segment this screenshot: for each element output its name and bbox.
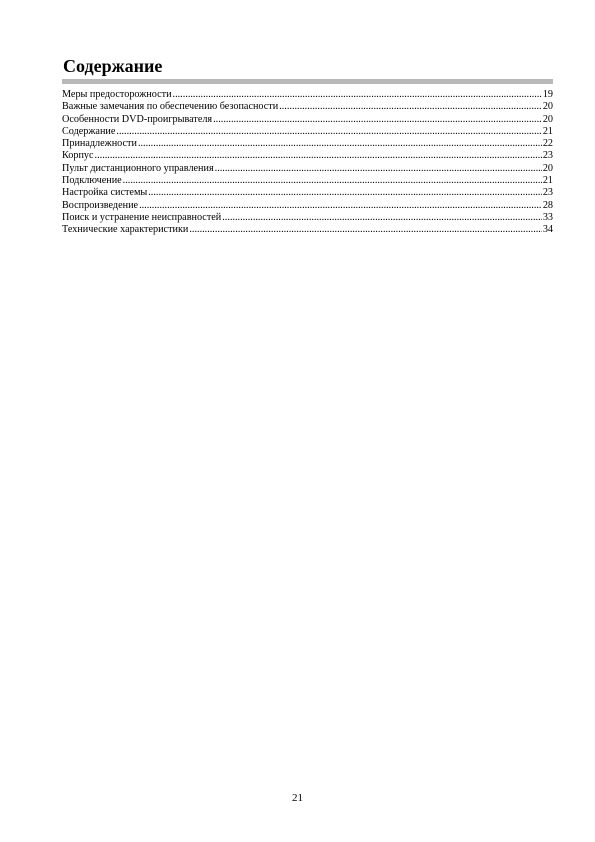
toc-dot-leader (123, 175, 542, 187)
toc-entry-label: Принадлежности (62, 138, 137, 150)
toc-entry-page: 21 (542, 175, 553, 187)
toc-entry-page: 28 (542, 199, 553, 211)
toc-entry[interactable] (62, 175, 553, 187)
toc-entry[interactable] (62, 101, 553, 113)
toc-entry[interactable] (62, 89, 553, 101)
toc-entry-page: 20 (542, 101, 553, 113)
toc-dot-leader (215, 163, 542, 175)
toc-entry-label: Меры предосторожности (62, 89, 172, 100)
page-title: Содержание (63, 56, 163, 76)
toc-entry[interactable] (62, 187, 553, 199)
page-number: 21 (292, 792, 303, 804)
toc-entry-label: Технические характеристики (62, 224, 189, 236)
toc-entry-label: Поиск и устранение неисправностей (62, 211, 222, 223)
toc-entry-label: Важные замечания по обеспечению безопасности (62, 101, 279, 113)
toc-entry-page: 33 (542, 211, 553, 223)
toc-entry-page: 23 (542, 187, 553, 199)
toc-dot-leader (148, 187, 542, 199)
toc-entry[interactable] (62, 200, 553, 212)
toc-entry[interactable] (62, 150, 553, 162)
toc-entry-label: Воспроизведение (62, 199, 139, 211)
toc-dot-leader (222, 212, 542, 224)
toc-entry-page: 34 (542, 224, 553, 236)
title-underline-rule (62, 79, 553, 84)
toc-dot-leader (138, 138, 542, 150)
toc-dot-leader (189, 224, 541, 236)
toc-entry[interactable] (62, 126, 553, 138)
toc-entry-page: 23 (542, 150, 553, 162)
toc-dot-leader (213, 114, 542, 126)
table-of-contents (62, 89, 553, 237)
toc-entry-label: Настройка системы (62, 187, 148, 199)
toc-dot-leader (173, 89, 542, 101)
toc-dot-leader (139, 200, 542, 212)
toc-entry-label: Особенности DVD-проигрывателя (62, 113, 213, 125)
toc-dot-leader (279, 101, 542, 113)
toc-entry[interactable] (62, 224, 553, 236)
toc-entry-page: 20 (542, 113, 553, 125)
toc-entry-label: Подключение (62, 175, 122, 187)
toc-entry-label: Пульт дистанционного управления (62, 162, 214, 174)
toc-dot-leader (95, 150, 542, 162)
toc-entry[interactable] (62, 163, 553, 175)
toc-entry-page: 19 (542, 89, 553, 100)
toc-dot-leader (116, 126, 541, 138)
toc-entry[interactable] (62, 114, 553, 126)
toc-entry[interactable] (62, 212, 553, 224)
toc-entry[interactable] (62, 138, 553, 150)
toc-entry-label: Корпус (62, 150, 94, 162)
toc-entry-label: Содержание (62, 125, 116, 137)
toc-entry-page: 22 (542, 138, 553, 150)
toc-entry-page: 20 (542, 162, 553, 174)
toc-entry-page: 21 (542, 125, 553, 137)
